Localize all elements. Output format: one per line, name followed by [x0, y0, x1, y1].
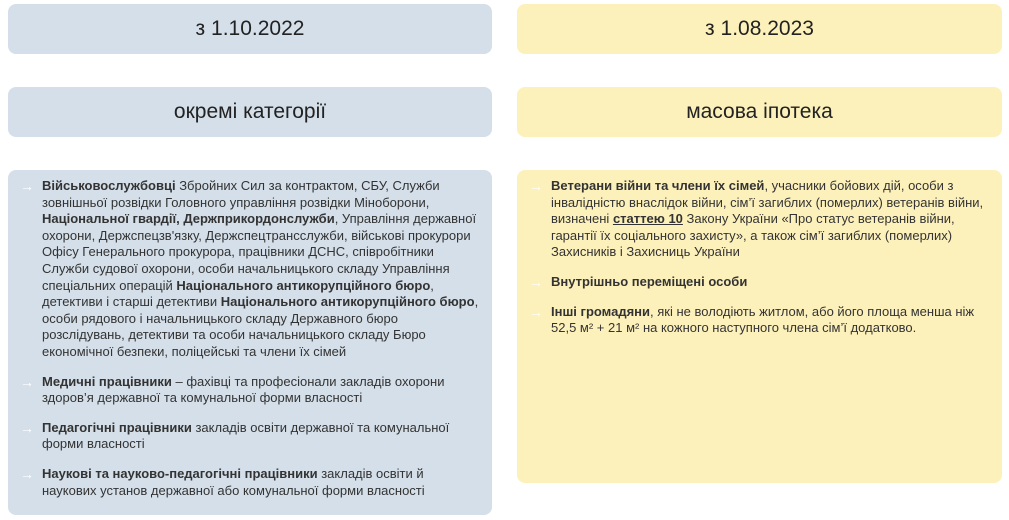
item-emphasis: Національного антикорупційного бюро: [220, 294, 475, 310]
item-text: , учасники бойових дій, особи з інвалідністю внаслідок війни, сім’ї загиблих (померлих) ветеранів війни, визначені: [551, 178, 984, 227]
item-text: Закону України «Про статус ветеранів війни, гарантії їх соціального захисту», а також сім’ї загиблих (померлих) Захисників і Захисниць України: [551, 211, 955, 260]
item-title: Внутрішньо переміщені особи: [551, 273, 748, 289]
category-header-left: [8, 87, 492, 137]
item-text: закладів освіти державної та комунальної форми власності: [42, 419, 450, 452]
list-item: [20, 178, 480, 361]
item-title: Педагогічні працівники: [42, 419, 192, 435]
list-item: [529, 178, 990, 261]
arrow-right-icon: →: [20, 373, 34, 390]
category-header-right: [517, 87, 1002, 137]
arrow-right-icon: →: [529, 303, 543, 320]
list-item: [529, 304, 990, 337]
arrow-right-icon: →: [20, 419, 34, 436]
item-text: Збройних Сил за контрактом, СБУ, Служби зовнішньої розвідки Головного управління розвідки Міноборони,: [42, 178, 440, 210]
item-text: , які не володіють житлом, або його площа менша ніж 52,5 м² + 21 м² на кожного наступного члена сім’ї додатково.: [551, 303, 975, 336]
item-text: , Управління державної охорони, Держспецзв'язку, Держспецтрансслужби, військові прокурори Офісу Генерального прокурора, працівники ДСНС, співробітники Служби судової охорони, особи начальницького складу Управління спеціальних операцій: [42, 211, 477, 293]
item-title: Ветерани війни та члени їх сімей: [551, 178, 765, 193]
arrow-right-icon: →: [20, 465, 34, 482]
date-right-text: з 1.08.2023: [705, 17, 814, 40]
item-title: Інші громадяни: [551, 303, 651, 319]
arrow-right-icon: →: [529, 178, 543, 194]
item-text: закладів освіти й наукових установ державної або комунальної форми власності: [42, 465, 425, 498]
date-left-text: з 1.10.2022: [195, 17, 305, 40]
item-text: , особи рядового і начальницького складу Державного бюро розслідувань, детективи та особи начальницького складу Бюро економічної безпеки, поліцейські та члени їх сімей: [42, 294, 479, 359]
category-left-text: окремі категорії: [173, 100, 327, 123]
list-item: [20, 420, 480, 453]
item-title: Наукові та науково-педагогічні працівники: [42, 465, 318, 481]
list-item: [529, 274, 990, 291]
date-header-left: [8, 4, 492, 54]
item-title: Військовослужбовці: [42, 178, 176, 193]
arrow-right-icon: →: [20, 178, 34, 194]
law-article-link[interactable]: статтею 10: [612, 211, 683, 227]
eligibility-list-left: [8, 170, 492, 515]
item-title: Медичні працівники: [42, 373, 172, 389]
item-emphasis: Національного антикорупційного бюро: [176, 277, 431, 293]
list-item: [20, 374, 480, 407]
item-text: , детективи і старші детективи: [42, 277, 434, 310]
list-item: [20, 466, 480, 499]
arrow-right-icon: →: [529, 273, 543, 290]
item-emphasis: Національної гвардії, Держприкордонслужби: [42, 211, 335, 227]
eligibility-list-right: [517, 170, 1002, 483]
item-text: – фахівці та професіонали закладів охорони здоров’я державної та комунальної форми власності: [42, 373, 445, 406]
category-right-text: масова іпотека: [686, 100, 833, 123]
date-header-right: [517, 4, 1002, 54]
